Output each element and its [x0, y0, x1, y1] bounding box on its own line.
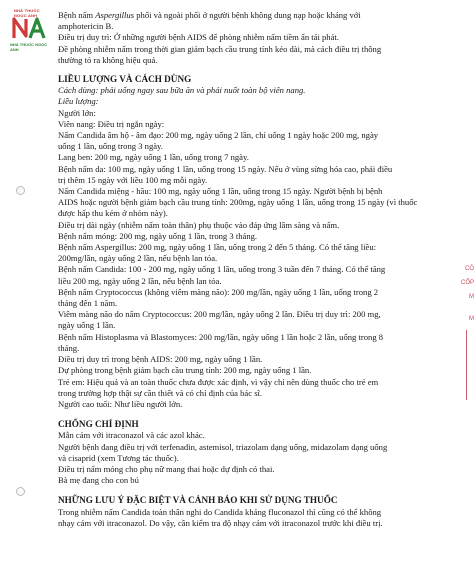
intro-line: Điều trị duy trì: Ở những người bệnh AIDS để phòng nhiễm nấm tiềm ẩn tái phát. — [58, 32, 339, 43]
dosage-line: trong trường hợp thật sự cần thiết và có chỉ định của bác sĩ. — [58, 387, 263, 398]
dosage-line: Viêm màng não do nấm Cryptococcus: 200 mg/lần, ngày uống 2 lần. Điều trị duy trì: 200 mg, — [58, 309, 381, 320]
dosage-line: Viên nang: Điều trị ngắn ngày: — [58, 118, 165, 129]
punch-hole-bottom — [16, 487, 25, 496]
stamp-char: CỔP — [460, 280, 474, 286]
dosage-line: Nấm Candida âm hộ - âm đạo: 200 mg, ngày uống 2 lần, chỉ uống 1 ngày hoặc 200 mg, ngày — [58, 130, 379, 141]
dosage-line: Người cao tuổi: Như liều người lớn. — [58, 398, 183, 409]
intro-line: Đề phòng nhiễm nấm trong thời gian giảm bạch cầu trung tính kéo dài, mà cách điều trị thông — [58, 43, 382, 54]
stamp-char: M — [469, 316, 474, 322]
stamp-char: M — [469, 294, 474, 300]
logo-bottom-text: NHÀ THUỐC NGỌC ANH — [10, 42, 48, 52]
logo-top-text: NHÀ THUỐC NGỌC ANH — [14, 8, 40, 18]
dosage-line: Bệnh nấm móng: 200 mg, ngày uống 1 lần, trong 3 tháng. — [58, 230, 258, 241]
warning-line: Trong nhiễm nấm Candida toàn thân nghi do Candida kháng fluconazol thì cũng có thể không — [58, 506, 382, 517]
document-body — [58, 10, 430, 529]
punch-hole-top — [16, 186, 25, 195]
stamp-char: CÔ — [465, 266, 474, 272]
pharmacy-logo — [2, 6, 52, 52]
dosage-line: 200mg/lần, ngày uống 2 lần, nếu bệnh lan tỏa. — [58, 253, 218, 264]
dosage-line: Liều lượng: — [58, 96, 99, 107]
intro-line: amphotericin B. — [58, 21, 114, 32]
intro-line: thường tỏ ra không hiệu quả. — [58, 54, 158, 65]
dosage-line: uống 1 lần, uống trong 3 ngày. — [58, 141, 163, 152]
dosage-line: Cách dùng: phải uống ngay sau bữa ăn và phải nuốt toàn bộ viên nang. — [58, 85, 306, 96]
intro-line: Bệnh nấm Aspergillus phổi và ngoài phổi ở người bệnh không dung nạp hoặc kháng với — [58, 10, 361, 20]
dosage-line: Người lớn: — [58, 107, 96, 118]
dosage-line: được hấp thu kém ở nhóm này). — [58, 208, 168, 219]
section-heading-warnings: NHỮNG LƯU Ý ĐẶC BIỆT VÀ CẢNH BÁO KHI SỬ DỤNG THUỐC — [58, 495, 338, 506]
dosage-line: AIDS hoặc người bệnh giảm bạch cầu trung tính: 200mg, ngày uống 1 lần, uống trong 15 ngày (vì thuốc — [58, 197, 418, 208]
dosage-line: Bệnh nấm Aspergillus: 200 mg, ngày uống 1 lần, uống trong 2 đến 5 tháng. Có thể tăng liều: — [58, 242, 377, 253]
dosage-line: Bệnh nấm Cryptococcus (không viêm màng não): 200 mg/lần, ngày uống 1 lần, uống trong 2 — [58, 286, 379, 297]
dosage-line: trị thêm 15 ngày với liều 100 mg mỗi ngày. — [58, 174, 208, 185]
dosage-line: tháng. — [58, 342, 80, 353]
contra-line: Điều trị nấm móng cho phụ nữ mang thai hoặc dự định có thai. — [58, 463, 275, 474]
dosage-line: tháng đến 1 năm. — [58, 298, 118, 309]
warning-line: nhạy cảm với itraconazol. Do vậy, cần kiểm tra độ nhạy cảm với itraconazol trước khi điều trị. — [58, 517, 383, 528]
dosage-line: liều 200 mg, ngày uống 2 lần, nếu bệnh lan tỏa. — [58, 275, 222, 286]
stamp-line — [466, 330, 467, 400]
section-heading-dosage: LIỀU LƯỢNG VÀ CÁCH DÙNG — [58, 74, 192, 85]
section-heading-contraindications: CHỐNG CHỈ ĐỊNH — [58, 419, 139, 430]
dosage-line: Trẻ em: Hiệu quả và an toàn thuốc chưa được xác định, vì vậy chỉ nên dùng thuốc cho trẻ em — [58, 376, 379, 387]
margin-stamp — [458, 258, 474, 338]
dosage-line: Bệnh nấm da: 100 mg, ngày uống 1 lần, uống trong 15 ngày. Nếu ở vùng sừng hóa cao, phải điều — [58, 163, 393, 174]
contra-line: và cisaprid (xem Tương tác thuốc). — [58, 452, 179, 463]
contra-line: Người bệnh đang điều trị với terfenadin, astemisol, triazolam dạng uống, midazolam dạng uống — [58, 441, 388, 452]
contra-line: Bà mẹ đang cho con bú — [58, 475, 139, 486]
dosage-line: ngày uống 1 lần. — [58, 320, 116, 331]
dosage-line: Bệnh nấm Histoplasma và Blastomyces: 200 mg/lần, ngày uống 1 lần hoặc 2 lần, uống trong 8 — [58, 331, 384, 342]
dosage-line: Bệnh nấm Candida: 100 - 200 mg, ngày uống 1 lần, uống trong 3 tuần đến 7 tháng. Có thể tăng — [58, 264, 386, 275]
contra-line: Mẫn cảm với itraconazol và các azol khác. — [58, 430, 205, 441]
dosage-line: Điều trị duy trì trong bệnh AIDS: 200 mg, ngày uống 1 lần. — [58, 354, 263, 365]
dosage-line: Điều trị dài ngày (nhiễm nấm toàn thân) phụ thuộc vào đáp ứng lâm sàng và nấm. — [58, 219, 340, 230]
logo-na-mark-icon — [12, 16, 46, 40]
dosage-line: Lang ben: 200 mg, ngày uống 1 lần, uống trong 7 ngày. — [58, 152, 249, 163]
dosage-line: Dự phòng trong bệnh giảm bạch cầu trung tính: 200 mg, ngày uống 1 lần. — [58, 365, 312, 376]
dosage-line: Nấm Candida miệng - hầu: 100 mg, ngày uống 1 lần, uống trong 15 ngày. Người bệnh bị bệnh — [58, 186, 383, 197]
